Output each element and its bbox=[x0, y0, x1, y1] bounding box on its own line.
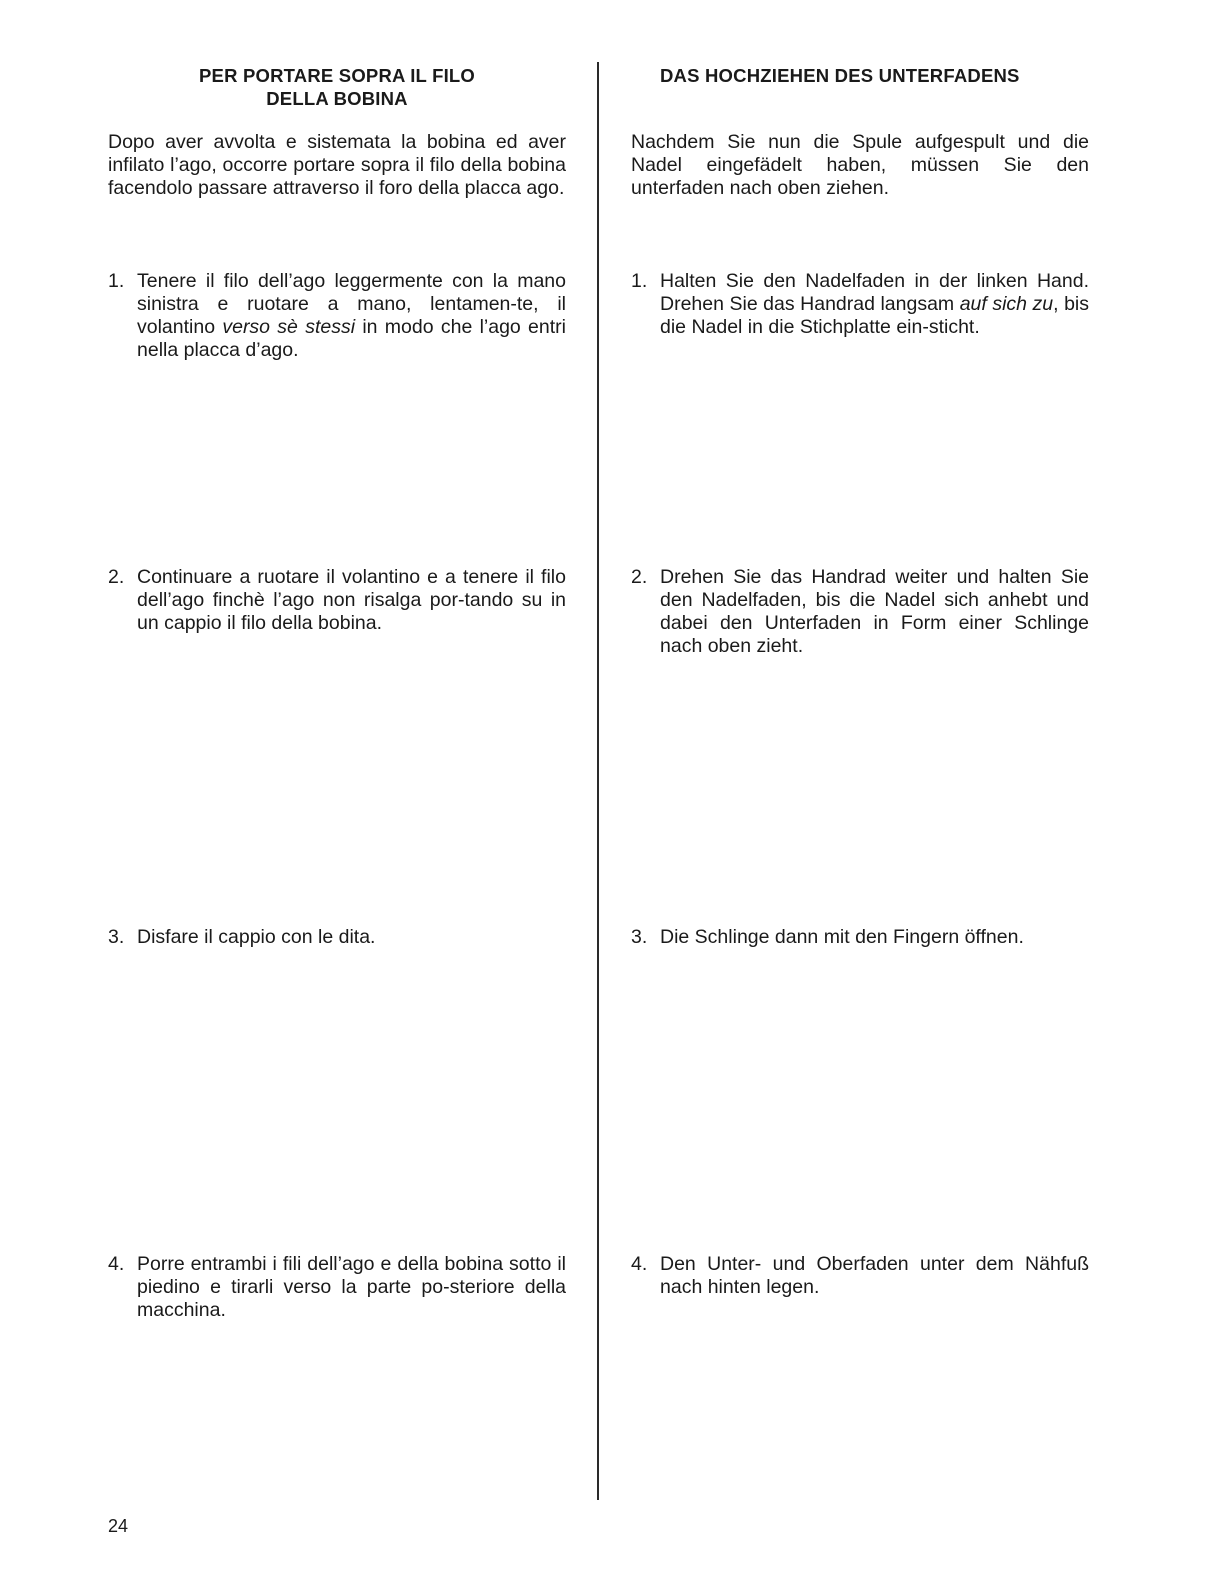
column-divider bbox=[597, 62, 599, 1500]
german-intro: Nachdem Sie nun die Spule aufgespult und die Nadel eingefädelt haben, müssen Sie den unterfaden nach oben ziehen. bbox=[631, 131, 1089, 199]
italian-heading-line1: PER PORTARE SOPRA IL FILO bbox=[198, 65, 475, 86]
step-number: 2. bbox=[108, 566, 125, 588]
italian-heading bbox=[108, 64, 566, 110]
german-column bbox=[631, 0, 1089, 1500]
german-heading: DAS HOCHZIEHEN DES UNTERFADENS bbox=[660, 65, 1020, 86]
step-text bbox=[660, 270, 1089, 339]
german-step-2 bbox=[631, 566, 1089, 658]
step-number: 1. bbox=[631, 270, 648, 292]
step-number: 4. bbox=[108, 1253, 125, 1275]
step-text: Porre entrambi i fili dell’ago e della bobina sotto il piedino e tirarli verso la parte po-steriore della macchina. bbox=[137, 1253, 566, 1321]
step-number: 3. bbox=[631, 926, 648, 948]
italian-intro: Dopo aver avvolta e sistemata la bobina ed aver infilato l’ago, occorre portare sopra il filo della bobina facendolo passare attraverso il foro della placca ago. bbox=[108, 131, 566, 199]
step-number: 4. bbox=[631, 1253, 648, 1275]
step-text: Die Schlinge dann mit den Fingern öffnen. bbox=[660, 926, 1024, 948]
step-text-emphasis: verso sè stessi bbox=[222, 316, 356, 338]
step-number: 3. bbox=[108, 926, 125, 948]
step-text-part: Halten Sie den Nadelfaden in der linken Hand. Drehen Sie das Handrad langsam bbox=[660, 270, 1089, 315]
italian-heading-line2: DELLA BOBINA bbox=[266, 88, 408, 109]
step-text-emphasis: auf sich zu bbox=[959, 293, 1054, 315]
step-text: Disfare il cappio con le dita. bbox=[137, 926, 376, 948]
step-text: Den Unter- und Oberfaden unter dem Nähfuß nach hinten legen. bbox=[660, 1253, 1089, 1298]
step-text: Continuare a ruotare il volantino e a tenere il filo dell’ago finchè l’ago non risalga por-tando su in un cappio il filo della bobina. bbox=[137, 566, 566, 634]
italian-step-4 bbox=[108, 1253, 566, 1322]
step-number: 1. bbox=[108, 270, 125, 292]
italian-step-1 bbox=[108, 270, 566, 362]
step-text: Drehen Sie das Handrad weiter und halten Sie den Nadelfaden, bis die Nadel sich anhebt und dabei den Unterfaden in Form einer Schlinge nach oben zieht. bbox=[660, 566, 1089, 657]
italian-step-2 bbox=[108, 566, 566, 635]
italian-column bbox=[108, 0, 566, 1500]
step-text-part: , bis die Nadel in die Stichplatte ein-sticht. bbox=[660, 293, 1090, 338]
german-step-4 bbox=[631, 1253, 1089, 1299]
german-step-1 bbox=[631, 270, 1089, 339]
step-text bbox=[137, 270, 566, 362]
german-step-3 bbox=[631, 926, 1089, 949]
step-number: 2. bbox=[631, 566, 648, 588]
page-number: 24 bbox=[108, 1516, 129, 1536]
italian-step-3 bbox=[108, 926, 566, 949]
step-text-part: in modo che l’ago entri nella placca d’ago. bbox=[137, 316, 566, 361]
step-text-part: Tenere il filo dell’ago leggermente con la mano sinistra e ruotare a mano, lentamen-te, il volantino bbox=[137, 270, 566, 338]
